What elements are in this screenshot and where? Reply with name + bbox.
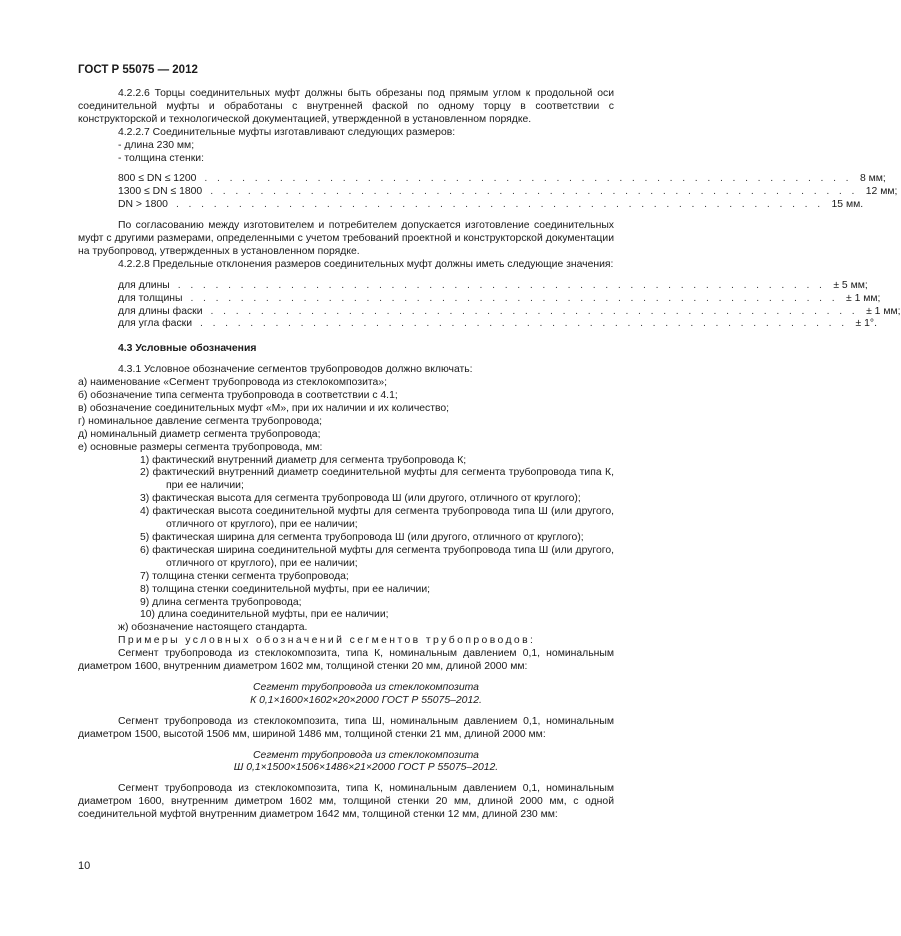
list-item: а) наименование «Сегмент трубопровода из стеклокомпозита»; [78,377,387,389]
document-body [78,88,901,822]
example-designation: Сегмент трубопровода из стеклокомпозита [253,681,479,693]
tolerance-label: для длины [118,279,170,291]
example-text: Сегмент трубопровода из стеклокомпозита, типа К, номинальным давлением 0,1, номинальным диаметром 1600, внутренним диаметром 1602 мм, толщиной стенки 20 мм, длиной 2000 мм: [78,648,614,673]
tolerance-row [78,305,901,319]
tolerance-label: для длины фаски [118,305,203,317]
sub-list-item: 1) фактический внутренний диаметр для сегмента трубопровода К; [140,454,467,466]
sub-list-item: 8) толщина стенки соединительной муфты, при ее наличии; [140,583,431,595]
tolerance-value: ± 5 мм; [833,279,868,291]
agreement-paragraph: По согласованию между изготовителем и потребителем допускается изготовление соединительных муфт с другими размерами, определенными с учетом требований проектной и конструкторской документации на трубопровод, утвержденных в установленном порядке. [78,220,614,257]
size-value: 12 мм; [865,186,898,198]
size-row [78,173,886,186]
tolerance-label: для толщины [118,292,183,304]
length-item: - длина 230 мм; [118,139,195,151]
sub-list-item: 7) толщина стенки сегмента трубопровода; [140,570,349,582]
list-item: д) номинальный диаметр сегмента трубопровода; [78,428,321,440]
leader-dots: . . . . . . . . . . . . . . . . . . . . . . . . . . . . . . . . . . . . . . . . . . . . . . . . . . . . [204,173,852,185]
size-row [78,186,898,199]
leader-dots: . . . . . . . . . . . . . . . . . . . . . . . . . . . . . . . . . . . . . . . . . . . . . . . . . . . . [177,279,826,291]
sizes-list [78,173,898,212]
sub-list-item: 3) фактическая высота для сегмента трубопровода Ш (или другого, отличного от круглого); [140,493,581,505]
paragraph-4-2-2-8: 4.2.2.8 Предельные отклонения размеров соединительных муфт должны иметь следующие значения: [118,258,614,270]
example-text: Сегмент трубопровода из стеклокомпозита, типа К, номинальным давлением 0,1, номинальным диаметром 1600, внутренним диметром 1602 мм, толщиной стенки 20 мм, длиной 2000 мм, с одной соединительной муфтой внутренним диаметром 1642 мм, толщиной стенки 12 мм, длиной 230 мм: [78,783,614,821]
sub-list-item: 5) фактическая ширина для сегмента трубопровода Ш (или другого, отличного от круглого); [140,531,584,543]
sub-list-item: 10) длина соединительной муфты, при ее наличии; [140,609,389,621]
list-item: б) обозначение типа сегмента трубопровода в соответствии с 4.1; [78,390,398,402]
thickness-item: - толщина стенки: [118,152,204,164]
leader-dots: . . . . . . . . . . . . . . . . . . . . . . . . . . . . . . . . . . . . . . . . . . . . . . . . . . . . [210,305,859,317]
example-designation: К 0,1×1600×1602×20×2000 ГОСТ Р 55075–2012. [250,694,482,706]
section-title: 4.3 Условные обозначения [118,343,257,355]
size-value: 8 мм; [859,173,886,185]
tolerance-row [78,318,877,331]
examples-heading: Примеры условных обозначений сегментов трубопроводов: [118,635,536,647]
sub-list-item: 4) фактическая высота соединительной муфты для сегмента трубопровода типа Ш (или другого, отличного от круглого), при ее наличии; [140,506,614,531]
size-row [78,199,864,212]
paragraph-4-2-2-6: 4.2.2.6 Торцы соединительных муфт должны быть обрезаны под прямым углом к продольной оси соединительной муфты и обработаны с внутренней фаской по одному торцу в соответствии с конструкторской и технологической документацией, утвержденной в установленном порядке. [78,88,614,125]
sub-list-item: 2) фактический внутренний диаметр соединительной муфты для сегмента трубопровода типа К, при ее наличии; [140,467,614,492]
size-value: 15 мм. [831,199,864,211]
tolerance-label: для угла фаски [118,318,192,330]
tolerance-row [78,279,868,293]
paragraph-4-2-2-7: 4.2.2.7 Соединительные муфты изготавливают следующих размеров: [118,126,456,138]
example-designation: Сегмент трубопровода из стеклокомпозита [253,749,479,761]
list-item: ж) обозначение настоящего стандарта. [118,622,308,634]
list-item: г) номинальное давление сегмента трубопровода; [78,415,323,427]
size-label: 800 ≤ DN ≤ 1200 [118,173,197,185]
section-intro: 4.3.1 Условное обозначение сегментов трубопроводов должно включать: [118,364,473,376]
tolerance-row [78,292,881,306]
sub-list-item: 6) фактическая ширина соединительной муфты для сегмента трубопровода типа Ш (или другого, отличного от круглого), при ее наличии; [140,544,614,569]
page-number: 10 [78,860,91,872]
size-label: DN > 1800 [118,199,168,211]
document-header: ГОСТ Р 55075 — 2012 [78,64,198,76]
size-label: 1300 ≤ DN ≤ 1800 [118,186,203,198]
sub-list-item: 9) длина сегмента трубопровода; [140,596,302,608]
tolerance-value: ± 1 мм; [866,305,901,317]
list-item: в) обозначение соединительных муфт «М», при их наличии и их количество; [78,402,450,414]
list-item: е) основные размеры сегмента трубопровода, мм: [78,441,323,453]
example-text: Сегмент трубопровода из стеклокомпозита, типа Ш, номинальным давлением 0,1, номинальным диаметром 1500, высотой 1506 мм, шириной 1486 мм, толщиной стенки 21 мм, длиной 2000 мм: [78,715,614,740]
tolerance-value: ± 1°. [855,318,877,330]
leader-dots: . . . . . . . . . . . . . . . . . . . . . . . . . . . . . . . . . . . . . . . . . . . . . . . . . . . . [190,292,839,304]
tolerances-list [78,279,901,332]
leader-dots: . . . . . . . . . . . . . . . . . . . . . . . . . . . . . . . . . . . . . . . . . . . . . . . . . . . . [210,186,858,198]
leader-dots: . . . . . . . . . . . . . . . . . . . . . . . . . . . . . . . . . . . . . . . . . . . . . . . . . . . . [200,318,848,330]
leader-dots: . . . . . . . . . . . . . . . . . . . . . . . . . . . . . . . . . . . . . . . . . . . . . . . . . . . . [175,199,824,211]
example-designation: Ш 0,1×1500×1506×1486×21×2000 ГОСТ Р 55075–2012. [233,762,499,774]
tolerance-value: ± 1 мм; [846,292,881,304]
